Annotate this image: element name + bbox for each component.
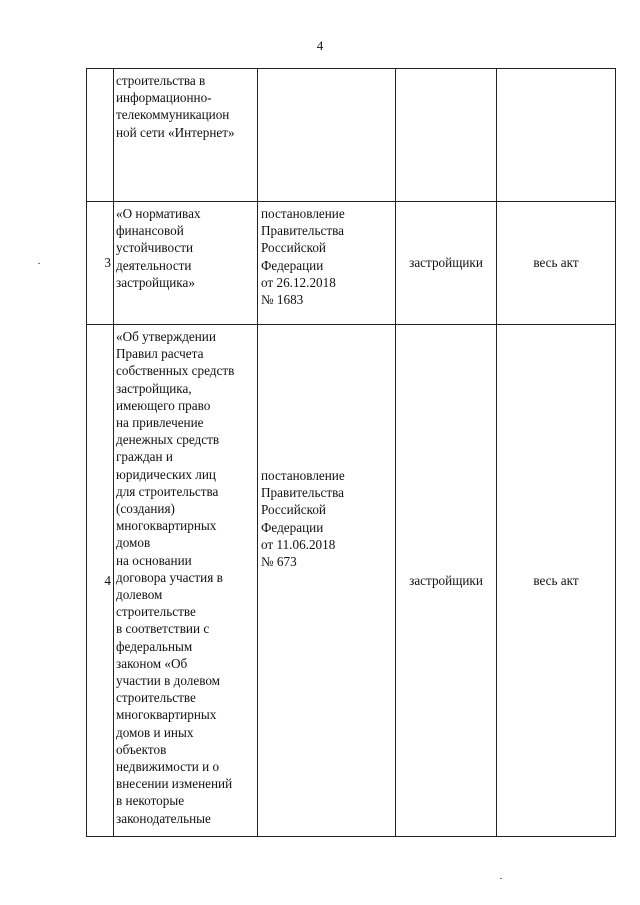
act-form-cell [258, 69, 396, 202]
act-name-line: строительства в [116, 73, 206, 88]
act-form-line: Российской [261, 502, 326, 518]
subjects-cell: застройщики [396, 325, 497, 837]
act-name-line: строительстве [116, 604, 196, 620]
act-name-line: в соответствии с [116, 621, 210, 637]
row-number-cell [87, 69, 114, 202]
act-name-line: многоквартирных [116, 707, 217, 723]
act-name-line: договора участия в [116, 569, 223, 585]
act-form-line: от 11.06.2018 [261, 536, 336, 552]
act-name-line: собственных средств [116, 363, 235, 379]
act-name-line: на основании [116, 552, 192, 568]
act-name-line: (создания) [116, 501, 175, 517]
act-name-line: многоквартирных [116, 518, 217, 534]
act-name-line: ной сети «Интернет» [116, 124, 235, 140]
act-name-line: федеральным [116, 638, 193, 654]
act-form-line: № 673 [261, 554, 297, 570]
table-row [87, 325, 616, 837]
subjects-cell [396, 69, 497, 202]
act-name-cell [114, 325, 258, 837]
row-number-cell: 3 [87, 202, 114, 325]
act-name-line: граждан и [116, 449, 173, 465]
act-name-line: законом «Об [116, 655, 188, 671]
row-number-cell: 4 [87, 325, 114, 837]
act-name-line: Правил расчета [116, 346, 204, 362]
act-name-line: законодательные [116, 810, 211, 826]
scope-cell [497, 69, 616, 202]
scan-speck [38, 263, 40, 264]
act-name-line: информационно- [116, 90, 212, 106]
scope-cell: весь акт [497, 202, 616, 325]
act-name-line: участии в долевом [116, 673, 221, 689]
act-form-line: постановление [261, 468, 345, 483]
act-name-line: «О нормативах [116, 206, 201, 221]
act-name-cell [114, 69, 258, 202]
legal-acts-table [86, 68, 616, 837]
subjects-cell: застройщики [396, 202, 497, 325]
act-form-cell [258, 325, 396, 837]
act-name-line: недвижимости и о [116, 759, 220, 775]
scope-cell: весь акт [497, 325, 616, 837]
act-name-line: домов [116, 535, 151, 551]
act-form-line: постановление [261, 206, 345, 221]
act-form-line: от 26.12.2018 [261, 274, 336, 290]
act-name-line: на привлечение [116, 415, 204, 431]
act-name-line: финансовой [116, 223, 184, 239]
act-name-line: домов и иных [116, 724, 194, 740]
act-name-line: денежных средств [116, 432, 220, 448]
act-name-line: долевом [116, 587, 163, 603]
act-name-line: «Об утверждении [116, 329, 216, 344]
act-form-cell [258, 202, 396, 325]
scan-speck [500, 878, 502, 879]
act-form-line: Правительства [261, 223, 344, 239]
act-name-line: имеющего право [116, 397, 211, 413]
act-name-line: застройщика, [116, 380, 192, 396]
act-name-line: телекоммуникацион [116, 107, 230, 123]
act-name-line: застройщика» [116, 274, 195, 290]
act-name-cell [114, 202, 258, 325]
table-row [87, 202, 616, 325]
table-row [87, 69, 616, 202]
act-form-line: Федерации [261, 519, 324, 535]
act-name-line: внесении изменений [116, 776, 233, 792]
act-form-line: Федерации [261, 257, 324, 273]
act-name-line: объектов [116, 741, 167, 757]
act-form-line: Правительства [261, 485, 344, 501]
act-name-line: устойчивости [116, 240, 194, 256]
act-name-line: в некоторые [116, 793, 185, 809]
act-name-line: деятельности [116, 257, 192, 273]
act-form-line: № 1683 [261, 292, 304, 308]
act-form-line: Российской [261, 240, 326, 256]
act-name-line: строительстве [116, 690, 196, 706]
act-name-line: юридических лиц [116, 466, 216, 482]
page-number: 4 [316, 38, 324, 53]
act-name-line: для строительства [116, 483, 219, 499]
